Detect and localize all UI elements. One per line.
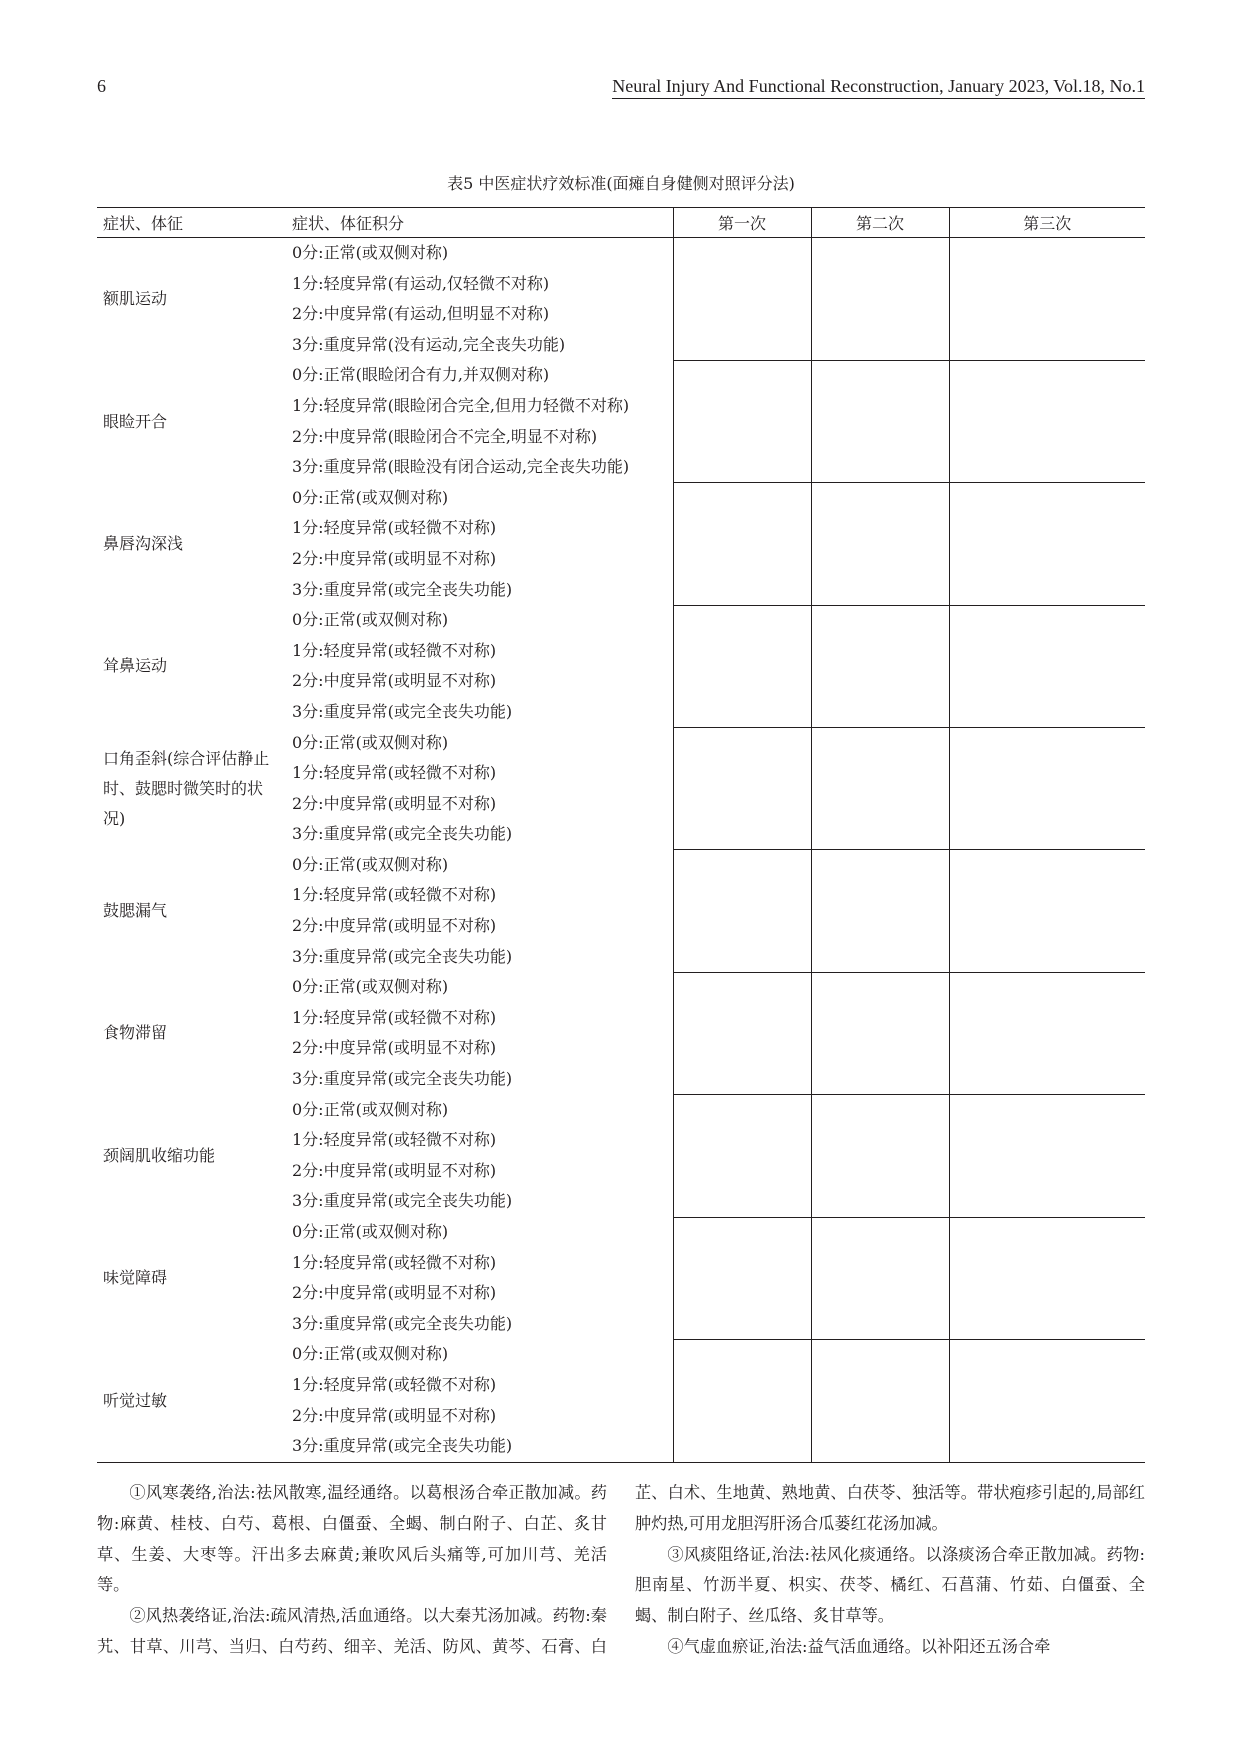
column-header-second: 第二次 — [811, 208, 949, 238]
score-entry-first — [673, 360, 811, 482]
score-entry-second — [811, 728, 949, 850]
score-entry-first — [673, 1217, 811, 1339]
score-cell — [286, 850, 673, 972]
table-row — [97, 360, 1145, 482]
column-header-first: 第一次 — [673, 208, 811, 238]
score-entry-third — [949, 1217, 1145, 1339]
score-cell — [286, 1095, 673, 1217]
score-entry-third — [949, 972, 1145, 1094]
score-entry-first — [673, 483, 811, 605]
table-row — [97, 728, 1145, 850]
score-entry-third — [949, 605, 1145, 727]
table-body — [97, 238, 1145, 1463]
body-text — [97, 1478, 1145, 1663]
score-entry-second — [811, 483, 949, 605]
symptom-cell: 鼻唇沟深浅 — [103, 533, 184, 553]
body-paragraph: ④气虚血瘀证,治法:益气活血通络。以补阳还五汤合牵 — [667, 1636, 1051, 1656]
score-line: 3分:重度异常(或完全丧失功能) — [292, 1069, 513, 1089]
column-header-score: 症状、体征积分 — [286, 208, 673, 238]
column-header-symptom: 症状、体征 — [97, 208, 286, 238]
score-entry-first — [673, 605, 811, 727]
score-line: 1分:轻度异常(或轻微不对称) — [292, 640, 497, 660]
score-line: 3分:重度异常(或完全丧失功能) — [292, 579, 513, 599]
score-line: 2分:中度异常(或明显不对称) — [292, 1283, 497, 1303]
symptom-cell: 额肌运动 — [103, 289, 168, 309]
table-row — [97, 1339, 1145, 1462]
score-line: 0分:正常(或双侧对称) — [292, 1222, 449, 1241]
table-caption: 表5 中医症状疗效标准(面瘫自身健侧对照评分法) — [447, 174, 795, 193]
symptom-cell: 眼睑开合 — [103, 411, 168, 431]
score-line: 2分:中度异常(或明显不对称) — [292, 1038, 497, 1058]
score-entry-first — [673, 238, 811, 361]
score-entry-second — [811, 1339, 949, 1462]
score-line: 0分:正常(或双侧对称) — [292, 610, 449, 630]
running-head: Neural Injury And Functional Reconstruction, January 2023, Vol.18, No.1 — [612, 76, 1145, 99]
score-line: 3分:重度异常(或完全丧失功能) — [292, 1436, 513, 1456]
score-line: 1分:轻度异常(或轻微不对称) — [292, 1007, 497, 1027]
score-entry-first — [673, 1339, 811, 1462]
score-cell — [286, 360, 673, 482]
body-paragraph: ②风热袭络证,治法:疏风清热,活血通络。以大秦艽汤加减。药物:秦艽、甘草、川芎、当归、白芍药、细辛、羌活、防风、黄芩、石膏、白芷、白术、生地黄、熟地黄、白茯苓、独活等。带状疱疹引起的,局部红肿灼热,可用龙胆泻肝汤合瓜蒌红花汤加减。 — [97, 1483, 1145, 1656]
score-entry-third — [949, 238, 1145, 361]
score-line: 0分:正常(或双侧对称) — [292, 1099, 449, 1119]
score-entry-first — [673, 1095, 811, 1217]
score-line: 1分:轻度异常(或轻微不对称) — [292, 763, 497, 783]
score-line: 1分:轻度异常(眼睑闭合完全,但用力轻微不对称) — [292, 395, 630, 415]
score-cell — [286, 605, 673, 727]
table-row — [97, 972, 1145, 1094]
score-line: 0分:正常(或双侧对称) — [292, 1344, 449, 1364]
score-cell — [286, 1217, 673, 1339]
score-line: 3分:重度异常(或完全丧失功能) — [292, 1191, 513, 1211]
score-line: 1分:轻度异常(或轻微不对称) — [292, 518, 497, 538]
column-header-third: 第三次 — [949, 208, 1145, 238]
score-line: 2分:中度异常(或明显不对称) — [292, 548, 497, 568]
body-paragraph: ③风痰阻络证,治法:祛风化痰通络。以涤痰汤合牵正散加减。药物:胆南星、竹沥半夏、枳实、茯苓、橘红、石菖蒲、竹茹、白僵蚕、全蝎、制白附子、丝瓜络、炙甘草等。 — [635, 1544, 1145, 1626]
symptom-cell: 听觉过敏 — [97, 1339, 286, 1462]
score-entry-third — [949, 483, 1145, 605]
score-entry-first — [673, 728, 811, 850]
symptom-cell: 鼓腮漏气 — [103, 901, 168, 921]
score-line: 2分:中度异常(眼睑闭合不完全,明显不对称) — [292, 426, 598, 446]
score-line: 2分:中度异常(或明显不对称) — [292, 916, 497, 936]
symptom-cell: 颈阔肌收缩功能 — [103, 1145, 216, 1165]
score-entry-third — [949, 1095, 1145, 1217]
table-row — [97, 605, 1145, 727]
score-entry-second — [811, 972, 949, 1094]
table-row — [97, 238, 1145, 361]
score-cell — [286, 483, 673, 605]
score-line: 2分:中度异常(或明显不对称) — [292, 793, 497, 813]
score-line: 0分:正常(或双侧对称) — [292, 487, 449, 507]
score-line: 3分:重度异常(或完全丧失功能) — [292, 1313, 513, 1333]
score-line: 1分:轻度异常(或轻微不对称) — [292, 885, 497, 905]
score-line: 0分:正常(或双侧对称) — [292, 243, 449, 262]
score-line: 2分:中度异常(或明显不对称) — [292, 671, 497, 691]
score-entry-second — [811, 360, 949, 482]
score-cell — [286, 238, 673, 361]
body-paragraph: ①风寒袭络,治法:祛风散寒,温经通络。以葛根汤合牵正散加减。药物:麻黄、桂枝、白芍、葛根、白僵蚕、全蝎、制白附子、白芷、炙甘草、生姜、大枣等。汗出多去麻黄;兼吹风后头痛等,可加川芎、羌活等。 — [97, 1483, 607, 1595]
score-entry-first — [673, 972, 811, 1094]
score-line: 0分:正常(或双侧对称) — [292, 854, 449, 874]
table-row — [97, 1095, 1145, 1217]
score-line: 1分:轻度异常(有运动,仅轻微不对称) — [292, 273, 550, 293]
score-table — [97, 207, 1145, 1463]
score-entry-third — [949, 728, 1145, 850]
score-cell — [286, 1339, 673, 1462]
score-cell — [286, 728, 673, 850]
score-entry-third — [949, 1339, 1145, 1462]
symptom-cell: 味觉障碍 — [103, 1268, 168, 1288]
score-entry-third — [949, 360, 1145, 482]
score-entry-first — [673, 850, 811, 972]
score-entry-second — [811, 605, 949, 727]
symptom-cell: 耸鼻运动 — [103, 656, 168, 676]
score-entry-third — [949, 850, 1145, 972]
table-row — [97, 1217, 1145, 1339]
score-line: 2分:中度异常(或明显不对称) — [292, 1405, 497, 1425]
score-line: 0分:正常(或双侧对称) — [292, 732, 449, 752]
page-number: 6 — [97, 76, 106, 96]
score-line: 1分:轻度异常(或轻微不对称) — [292, 1374, 497, 1394]
score-line: 0分:正常(眼睑闭合有力,并双侧对称) — [292, 365, 550, 385]
score-line: 0分:正常(或双侧对称) — [292, 977, 449, 997]
table-row — [97, 483, 1145, 605]
score-entry-second — [811, 850, 949, 972]
score-entry-second — [811, 1217, 949, 1339]
table-header-row — [97, 208, 1145, 238]
score-line: 3分:重度异常(或完全丧失功能) — [292, 946, 513, 966]
table-row — [97, 850, 1145, 972]
symptom-cell: 食物滞留 — [103, 1023, 168, 1043]
score-line: 3分:重度异常(或完全丧失功能) — [292, 824, 513, 844]
score-line: 1分:轻度异常(或轻微不对称) — [292, 1130, 497, 1150]
score-line: 2分:中度异常(有运动,但明显不对称) — [292, 304, 550, 324]
score-entry-second — [811, 1095, 949, 1217]
score-line: 3分:重度异常(没有运动,完全丧失功能) — [292, 334, 566, 354]
score-entry-second — [811, 238, 949, 361]
score-line: 1分:轻度异常(或轻微不对称) — [292, 1252, 497, 1272]
symptom-cell: 口角歪斜(综合评估静止时、鼓腮时微笑时的状况) — [103, 748, 270, 828]
score-line: 3分:重度异常(或完全丧失功能) — [292, 701, 513, 721]
score-cell — [286, 972, 673, 1094]
score-line: 3分:重度异常(眼睑没有闭合运动,完全丧失功能) — [292, 457, 630, 477]
score-line: 2分:中度异常(或明显不对称) — [292, 1160, 497, 1180]
